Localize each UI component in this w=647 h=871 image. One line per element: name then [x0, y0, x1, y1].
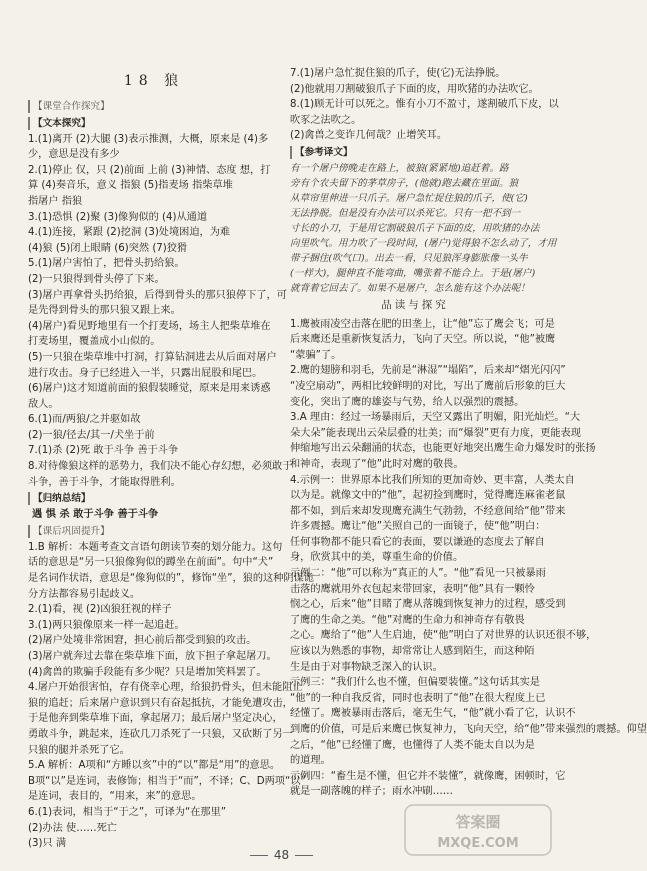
text-line: 1.B 解析：本题考查文言语句朗读节奏的划分能力。这句	[28, 541, 283, 553]
text-line: “蒙骗”了。	[290, 349, 342, 361]
text-line: 许多震撼。鹰让“他”关照自己的一面镜子，使“他”明白：	[290, 521, 546, 533]
text-line: 4.示例一：世界原本比我们所知的更加奇妙、更丰富，人类太自	[290, 474, 575, 486]
text-line: 是先得到骨头的那只狼又跟上来。	[28, 305, 181, 317]
text-line: 是名词作状语，意思是“像狗似的”，修饰“坐”，狼的这种阴谋诡	[28, 573, 314, 585]
answer-block-text-explore	[28, 132, 293, 491]
text-line: 7.(1)杀 (2)死 敢于斗争 善于斗争	[28, 445, 179, 457]
section-tag-summary: 【归纳总结】	[28, 492, 91, 505]
answer-block-translation-q	[290, 66, 559, 144]
text-line: 4.屠户开始很害怕，存有侥幸心理，给狼扔骨头，但未能阻止	[28, 682, 303, 694]
svg-text:MXQE.COM: MXQE.COM	[437, 836, 519, 851]
text-line: 向里吹气。用力吹了一段时间，(屠户)觉得狼不怎么动了，才用	[290, 237, 557, 249]
text-line: (2)屠户处境非常困窘，担心前后都受到狼的攻击。	[28, 635, 257, 647]
right-column	[290, 66, 647, 800]
section-tag-reference-translation: 【参考译文】	[290, 146, 353, 159]
text-line: 8.对待像狼这样的恶势力，我们决不能心存幻想，必须敢于	[28, 461, 293, 473]
text-line: 5.(1)屠户害怕了，把骨头扔给狼。	[28, 258, 185, 270]
text-line: 7.(1)屠户急忙捉住狼的爪子，使(它)无法挣脱。	[290, 68, 506, 79]
text-line: 2.(1)停止 仅，只 (2)前面 上前 (3)神情、态度 想，打	[28, 164, 271, 176]
text-line: 8.(1)顾无计可以死之。惟有小刀不盈寸，遂割破爪下皮，以	[290, 99, 559, 111]
text-line: (4)屠户)看见野地里有一个打麦场，场主人把柴草堆在	[28, 320, 271, 332]
text-line: 4.(1)连接，紧跟 (2)挖洞 (3)处境困迫，为难	[28, 227, 231, 239]
section-tag-class-explore: 【课堂合作探究】	[28, 100, 110, 113]
text-line: 之心。鹰给了“他”人生启迪，使“他”明白了对世界的认识还很不够，	[290, 630, 597, 642]
text-line: 经懂了。鹰被暴雨击落后，毫无生气，“他”就小看了它，认识不	[290, 708, 576, 720]
text-line: 狼的追赶；后来屠户意识到只有奋起抵抗，才能免遭攻击，	[28, 697, 293, 709]
text-line: 3.A 理由：经过一场暴雨后，天空又露出了明媚，阳光灿烂。“大	[290, 412, 581, 424]
text-line: (2)禽兽之变诈几何哉？止增笑耳。	[290, 130, 448, 142]
text-line: 示例三：“我们什么也不懂，但偏要装懂。”这句话其实是	[290, 677, 540, 689]
text-line: 算 (4)奏音乐，意义 指狼 (5)指麦场 指柴草堆	[28, 180, 233, 192]
text-line: 2.(1)看，视 (2)凶狼狂视的样子	[28, 604, 172, 616]
section-tag-after-class: 【课后巩固提升】	[28, 525, 110, 538]
section-heading-reading: 品读与探究	[381, 298, 449, 311]
text-line: B项“以”是连词，表修饰；相当于“而”，不译；C、D两项“以”	[28, 775, 306, 787]
text-line: (3)只 满	[28, 838, 67, 850]
text-line: 和神奇，表现了“他”此时对鹰的敬畏。	[290, 458, 464, 470]
section-tag-text-explore: 【文本探究】	[28, 117, 91, 130]
text-line: 少，意思是没有多少	[28, 149, 120, 161]
text-line: 1.(1)离开 (2)大腿 (3)表示推测，大概，原来是 (4)多	[28, 133, 269, 145]
text-line: 生是由于对事物缺乏深入的认识。	[290, 661, 443, 673]
text-line: 身，欣赏其中的美，尊重生命的价值。	[290, 552, 464, 564]
text-line: 就是一副落魄的样子；雨水冲刷……	[290, 786, 453, 798]
text-line: (4)狼 (5)闭上眼睛 (6)突然 (7)狡猾	[28, 242, 188, 254]
text-line: 6.(1)而/两狼/之并驱如故	[28, 414, 141, 426]
text-line: “他”的一种自我反省，同时也表明了“他”在很大程度上已	[290, 692, 546, 704]
lesson-title: 18 狼	[123, 73, 185, 89]
text-line: 之后，“他”已经懂了鹰，也懂得了人类不能太自以为是	[290, 739, 535, 751]
text-line: (4)禽兽的欺骗手段能有多少呢？只是增加笑料罢了。	[28, 666, 267, 678]
text-line: 寸长的小刀，于是用它割破狼爪子下面的皮，用吹猪的办法	[290, 222, 540, 234]
text-line: 的道理。	[290, 755, 331, 767]
text-line: (3)屠户就奔过去靠在柴草堆下面，放下担子拿起屠刀。	[28, 651, 277, 662]
text-line: 应该以为熟悉的事物，却常常让人感到陌生，而这种陌	[290, 646, 535, 658]
text-line: 就背着它回去了。如果不是屠户，怎么能有这个办法呢！	[290, 282, 530, 294]
text-line: 到鹰的价值，可是后来鹰已恢复神力，飞向天空，给“他”带来强烈的震撼。仰望	[290, 724, 647, 735]
summary-line: 遇 惧 杀 敢于斗争 善于斗争	[32, 509, 159, 521]
text-line: 吹豕之法吹之。	[290, 114, 362, 126]
text-line: (5)一只狼在柴草堆中打洞，打算钻洞进去从后面对屠户	[28, 351, 277, 363]
text-line: 指屠户 指狼	[28, 195, 83, 207]
text-line: 变化，突出了鹰的雄姿与气势，给人以强烈的震撼。	[290, 396, 525, 408]
text-line: 朵大朵”能表现出云朵层叠的壮美；而“爆裂”更有力度，更能表现	[290, 427, 581, 439]
text-line: 都不如，到后来却发现鹰充满生气勃勃，不经意间给“他”带来	[290, 505, 566, 517]
text-line: (2)他就用刀割破狼爪子下面的皮，用吹猪的办法吹它。	[290, 83, 539, 95]
text-line: (一样大)，腿伸直不能弯曲，嘴张着不能合上。于是(屠户)	[290, 267, 536, 279]
text-line: 只狼的腿并杀死了它。	[28, 744, 130, 756]
reference-translation	[290, 161, 557, 296]
text-line: (2)一只狼得到骨头停了下来。	[28, 273, 165, 285]
text-line: 示例二：“他”可以称为“真正的人”。“他”看见一只被暴雨	[290, 568, 546, 580]
text-line: 任何事物都不能只看它的表面，要以谦逊的态度去了解自	[290, 536, 545, 548]
text-line: (2)办法 使……死亡	[28, 822, 117, 834]
text-line: 2.鹰的翅膀和羽毛，先前是“淋湿”“塌陷”，后来却“熠光闪闪”	[290, 365, 566, 377]
text-line: 话的意思是“另一只狼像狗似的蹲坐在前面”。句中“犬”	[28, 557, 274, 569]
text-line: 进行攻击。身子已经进入一半，只露出屁股和尾巴。	[28, 367, 263, 379]
text-line: 以为是。就像文中的“他”，起初捡到鹰时，觉得鹰连麻雀老鼠	[290, 490, 566, 502]
text-line: 斗争，善于斗争，才能取得胜利。	[28, 476, 181, 488]
watermark-icon	[403, 801, 553, 859]
text-line: 分方法都容易引起歧义。	[28, 588, 141, 600]
text-line: 带子捆住(吹气口)。出去一看，只见狼浑身膨胀像一头牛	[290, 252, 528, 264]
text-line: 勇敢斗争，跳起来，连砍几刀杀死了一只狼，又砍断了另一	[28, 728, 293, 740]
text-line: 从草帘里伸进一只爪子。屠户急忙捉住狼的爪子，使(它)	[290, 192, 528, 204]
svg-text:答案圈: 答案圈	[455, 813, 501, 831]
text-line: 旁有个农夫留下的茅草房子，(他就)跑去藏在里面。狼	[290, 177, 519, 189]
text-line: “凌空扇动”，两相比较鲜明的对比，写出了鹰前后形象的巨大	[290, 380, 566, 392]
text-line: 悯之心，后来“他”目睹了鹰从落魄到恢复神力的过程，感受到	[290, 599, 566, 611]
text-line: 后来鹰还是重新恢复活力，飞向了天空。所以说，“他”被鹰	[290, 334, 556, 346]
text-line: 无法挣脱。但是没有办法可以杀死它。只有一把不到一	[290, 207, 521, 219]
text-line: 了鹰的生命之美。“他”对鹰的生命力和神奇存有敬畏	[290, 614, 525, 626]
text-line: 3.(1)恐惧 (2)聚 (3)像狗似的 (4)从通道	[28, 211, 208, 223]
text-line: 敌人。	[28, 398, 59, 410]
text-line: (2)一狼/径去/其一/犬坐于前	[28, 429, 155, 441]
answer-block-reading	[290, 317, 647, 800]
text-line: 有一个屠户傍晚走在路上，被狼(紧紧地)追赶着。路	[290, 162, 509, 174]
text-line: 于是他奔到柴草堆下面，拿起屠刀；最后屠户坚定决心，	[28, 713, 283, 725]
text-line: 1.鹰被雨凌空击落在肥的田垄上，让“他”忘了鹰会飞；可是	[290, 318, 555, 330]
text-line: 击落的鹰就用外衣包起来带回家，表明“他”具有一颗怜	[290, 583, 535, 595]
text-line: 示例四：“畜生是不懂，但它并不装懂”，就像鹰，困顿时，它	[290, 770, 566, 782]
text-line: (3)屠户再拿骨头扔给狼，后得到骨头的那只狼停下了，可	[28, 289, 287, 301]
text-line: (6)屠户)这才知道前面的狼假装睡觉，原来是用来诱惑	[28, 383, 271, 395]
watermark-logo	[403, 801, 553, 859]
text-line: 5.A 解析：A项和“方睡以亥”中的“以”都是“用”的意思。	[28, 760, 281, 772]
page-number-text: 48	[273, 848, 290, 862]
text-line: 打麦场里，覆盖成小山似的。	[28, 336, 161, 348]
text-line: 3.(1)两只狼像原来一样一起追赶。	[28, 619, 185, 631]
text-line: 6.(1)表词，相当于“于之”，可译为“在那里”	[28, 806, 227, 818]
text-line: 伸缩地写出云朵翻涌的状态，也能更好地突出鹰生命力爆发时的张扬	[290, 443, 596, 455]
text-line: 是连词，表目的，“用来，来”的意思。	[28, 791, 202, 803]
